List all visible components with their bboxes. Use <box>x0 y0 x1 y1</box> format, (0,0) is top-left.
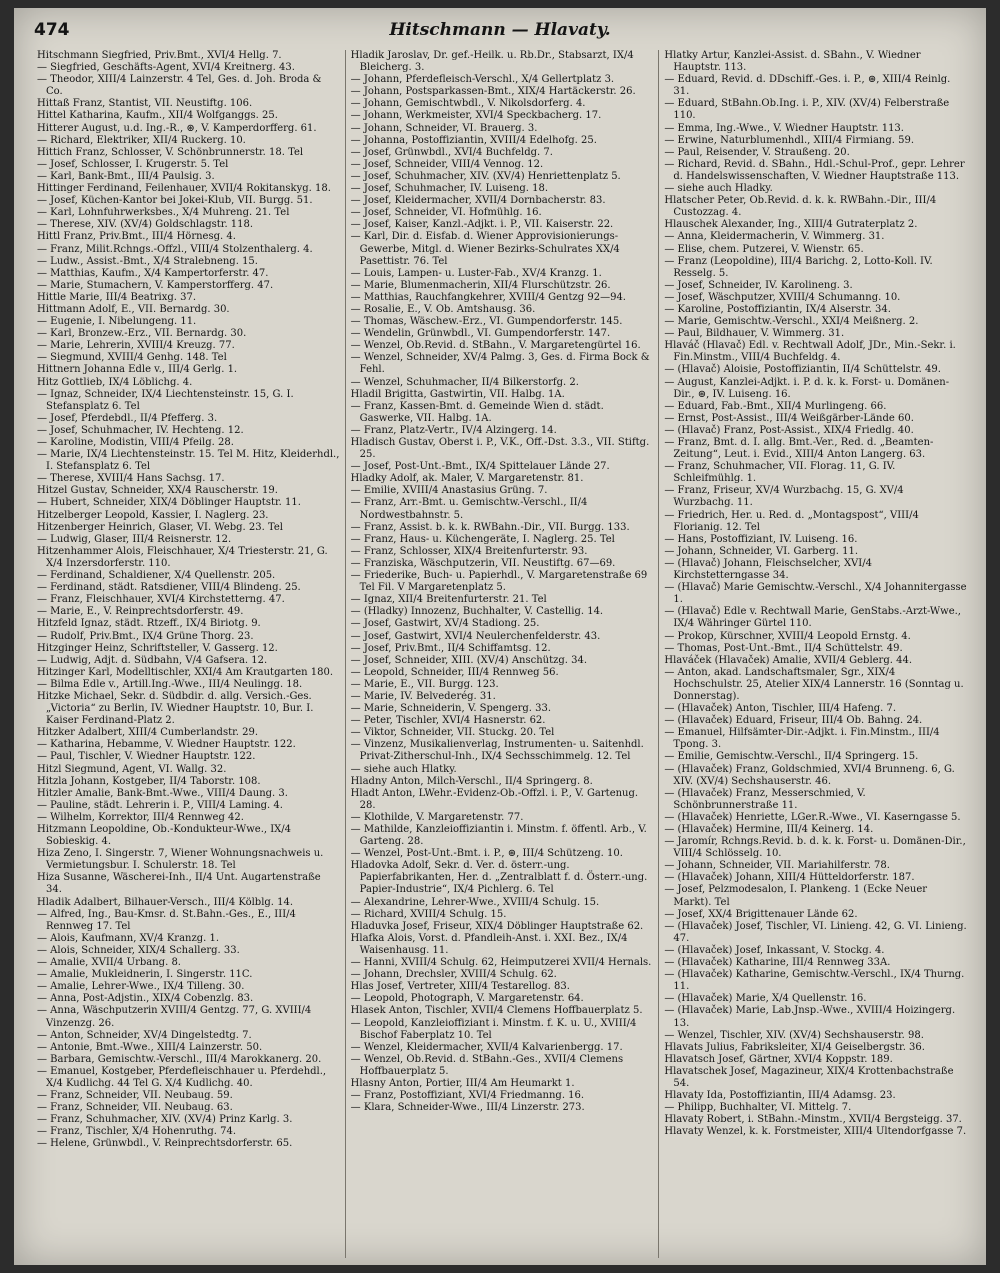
directory-entry: — Marie, E., VII. Burgg. 123. <box>350 678 499 690</box>
directory-entry: — Franz, Tischler, X/4 Hohenruthg. 74. <box>37 1126 237 1138</box>
directory-entry: — Josef, Pferdebdl., II/4 Pfefferg. 3. <box>37 412 218 424</box>
directory-entry: — Franz, Assist. b. k. k. RWBahn.-Dir., VII. Burgg. 133. <box>350 521 630 533</box>
directory-entry: Hlavaty Wenzel, k. k. Forstmeister, XIII/4 Ultendorfgasse 7. <box>664 1126 967 1138</box>
directory-entry: Hittinger Ferdinand, Feilenhauer, XVII/4 Rokitanskyg. 18. <box>37 183 331 195</box>
directory-entry: — Franz, Bmt. d. I. allg. Bmt.-Ver., Red. d. „Beamten-Zeitung“, Leut. i. Evid., XIII/4 Anton Langerg. 63. <box>664 437 934 461</box>
directory-entry: — Alois, Kaufmann, XV/4 Kranzg. 1. <box>37 932 220 944</box>
directory-entry: — Barbara, Gemischtw.-Verschl., III/4 Marokkanerg. 20. <box>37 1053 322 1065</box>
directory-entry: — Wenzel, Schneider, XV/4 Palmg. 3, Ges. d. Firma Bock & Fehl. <box>350 352 650 376</box>
directory-entry: — Franz, Schuhmacher, XIV. (XV/4) Prinz Karlg. 3. <box>37 1114 293 1126</box>
directory-entry: — Wenzel, Tischler, XIV. (XV/4) Sechshauserstr. 98. <box>664 1029 924 1041</box>
directory-entry: — Josef, Schlosser, I. Krugerstr. 5. Tel <box>37 158 229 170</box>
directory-entry: — Jaromír, Rchngs.Revid. b. d. k. k. Forst- u. Domänen-Dir., VIII/4 Schlösselg. 10. <box>664 836 966 860</box>
directory-entry: — Johann, Drechsler, XVIII/4 Schulg. 62. <box>350 969 557 981</box>
directory-entry: Hitzenhammer Alois, Fleischhauer, X/4 Triesterstr. 21, G. X/4 Inzersdorferstr. 110. <box>37 545 328 569</box>
directory-entry: Hiza Zeno, I. Singerstr. 7, Wiener Wohnungsnachweis u. Vermietungsbur. I. Schulerstr. 18. Tel <box>37 848 324 872</box>
directory-entry: — Leopold, Kanzleioffiziant i. Minstm. f. K. u. U., XVIII/4 Bischof Faberplatz 10. Tel <box>350 1017 637 1041</box>
directory-entry: — Franz, Schneider, VII. Neubaug. 63. <box>37 1102 233 1114</box>
directory-entry: — Peter, Tischler, XVI/4 Hasnerstr. 62. <box>350 715 546 727</box>
directory-entry: — Franz, Postoffiziant, XVI/4 Friedmanng. 16. <box>350 1090 585 1102</box>
directory-entry: — Amalie, XVII/4 Urbang. 8. <box>37 957 181 969</box>
directory-entry: — Amalie, Mukleidnerin, I. Singerstr. 11C. <box>37 969 253 981</box>
directory-entry: Hladik Adalbert, Bilhauer-Versch., III/4 Kölblg. 14. <box>37 896 294 908</box>
directory-entry: — Marie, IX/4 Liechtensteinstr. 15. Tel M. Hitz, Kleiderhdl., I. Stefansplatz 6. Tel <box>37 449 340 473</box>
directory-entry: — Marie, Stumachern, V. Kamperstorfferg. 47. <box>37 279 274 291</box>
directory-entry: — Marie, Gemischtw.-Verschl., XXI/4 Meißnerg. 2. <box>664 316 919 328</box>
directory-entry: Hittel Katharina, Kaufm., XII/4 Wolfganggs. 25. <box>37 110 278 122</box>
directory-entry: Hitschmann Siegfried, Priv.Bmt., XVI/4 Hellg. 7. <box>37 50 282 61</box>
directory-entry: — Franz (Leopoldine), III/4 Barichg. 2, Lotto-Koll. IV. Resselg. 5. <box>664 255 933 279</box>
directory-entry: — Anna, Post-Adjstin., XIX/4 Cobenzlg. 83. <box>37 993 254 1005</box>
directory-entry: Hlatscher Peter, Ob.Revid. d. k. k. RWBahn.-Dir., III/4 Custozzag. 4. <box>664 195 937 219</box>
directory-entry: Hitzelberger Leopold, Kassier, I. Naglerg. 23. <box>37 509 269 521</box>
directory-entry: — Johann, Schneider, VI. Garberg. 11. <box>664 545 859 557</box>
directory-entry: — Therese, XVIII/4 Hans Sachsg. 17. <box>37 473 225 485</box>
directory-entry: — Karl, Dir. d. Eisfab. d. Wiener Approvisionierungs-Gewerbe, Mitgl. d. Wiener Bezirks-Schulrates XX/4 Pasettistr. 76. Tel <box>350 231 620 267</box>
directory-entry: — Josef, Schuhmacher, IV. Luiseng. 18. <box>350 183 549 195</box>
directory-entry: Hlavaty Robert, i. StBahn.-Minstm., XVII/4 Bergsteigg. 37. <box>664 1114 962 1126</box>
directory-entry: — Emanuel, Hilfsämter-Dir.-Adjkt. i. Fin.Minstm., III/4 Tpong. 3. <box>664 727 940 751</box>
directory-entry: Hlasny Anton, Portier, III/4 Am Heumarkt 1. <box>350 1077 575 1089</box>
directory-entry: Hlasek Anton, Tischler, XVII/4 Clemens Hoffbauerplatz 5. <box>350 1005 643 1017</box>
directory-entry: Hladny Anton, Milch-Verschl., II/4 Springerg. 8. <box>350 775 593 787</box>
directory-entry: — (Hlavaček) Anton, Tischler, III/4 Hafeng. 7. <box>664 703 897 715</box>
directory-entry: — Josef, Schneider, XIII. (XV/4) Anschützg. 34. <box>350 654 588 666</box>
directory-entry: — Eduard, Fab.-Bmt., XII/4 Murlingeng. 66. <box>664 400 887 412</box>
directory-entry: Hlaváček (Hlavaček) Amalie, XVII/4 Geblerg. 44. <box>664 654 912 666</box>
directory-entry: Hittaß Franz, Stantist, VII. Neustiftg. 106. <box>37 98 253 110</box>
running-head: Hitschmann — Hlavaty. <box>389 20 611 40</box>
directory-entry: — Erwine, Naturblumenhdl., XIII/4 Firmiang. 59. <box>664 134 915 146</box>
directory-entry: — Marie, Blumenmacherin, XII/4 Flurschützstr. 26. <box>350 279 611 291</box>
directory-entry: — Josef, Grünwbdl., XVI/4 Buchfeldg. 7. <box>350 146 553 158</box>
directory-entry: — Johann, Gemischtwbdl., V. Nikolsdorferg. 4. <box>350 98 586 110</box>
directory-entry: — Therese, XIV. (XV/4) Goldschlagstr. 118. <box>37 219 254 231</box>
directory-entry: — Katharina, Hebamme, V. Wiedner Hauptstr. 122. <box>37 739 296 751</box>
directory-entry: Hladt Anton, LWehr.-Evidenz-Ob.-Offzl. i. P., V. Gartenug. 28. <box>350 787 639 811</box>
directory-entry: — (Hlavač) Edle v. Rechtwall Marie, GenStabs.-Arzt-Wwe., IX/4 Währinger Gürtel 110. <box>664 606 961 630</box>
directory-entry: — Marie, Schneiderin, V. Spengerg. 33. <box>350 703 552 715</box>
directory-entry: — siehe auch Hladky. <box>664 183 773 195</box>
directory-entry: — Josef, Post-Unt.-Bmt., IX/4 Spittelauer Lände 27. <box>350 461 610 473</box>
directory-entry: — (Hlavač) Marie Gemischtw.-Verschl., X/4 Johannitergasse 1. <box>664 582 967 606</box>
directory-entry: — Josef, Schneider, IV. Karolineng. 3. <box>664 279 853 291</box>
directory-entry: — Wenzel, Post-Unt.-Bmt. i. P., ⊛, III/4 Schützeng. 10. <box>350 848 623 860</box>
directory-entry: — Franz, Schuhmacher, VII. Florag. 11, G. IV. Schleifmühlg. 1. <box>664 461 896 485</box>
directory-entry: — Anna, Kleidermacherin, V. Wimmerg. 31. <box>664 231 885 243</box>
directory-entry: — Ignaz, XII/4 Breitenfurterstr. 21. Tel <box>350 594 547 606</box>
directory-entry: — Klothilde, V. Margaretenstr. 77. <box>350 811 524 823</box>
directory-entry: Hladovka Adolf, Sekr. d. Ver. d. österr.-ung. Papierfabrikanten, Her. d. „Zentralblatt f. d. Österr.-ung. Papier-Industrie“, IX/4 Pichlerg. 6. Tel <box>350 860 648 896</box>
directory-entry: — Matthias, Kaufm., X/4 Kampertorferstr. 47. <box>37 267 269 279</box>
directory-entry: — (Hlavaček) Hermine, III/4 Keinerg. 14. <box>664 824 874 835</box>
directory-entry: — (Hlavaček) Henriette, LGer.R.-Wwe., VI. Kaserngasse 5. <box>664 811 961 823</box>
directory-entry: Hladik Jaroslav, Dr. gef.-Heilk. u. Rb.Dr., Stabsarzt, IX/4 Bleicherg. 3. <box>350 50 634 74</box>
directory-entry: — Prokop, Kürschner, XVIII/4 Leopold Ernstg. 4. <box>664 630 911 642</box>
directory-entry: — Thomas, Wäschew.-Erz., VI. Gumpendorferstr. 145. <box>350 316 623 328</box>
directory-entry: — Karl, Lohnfuhrwerksbes., X/4 Muhreng. 21. Tel <box>37 207 290 219</box>
directory-entry: Hladuvka Josef, Friseur, XIX/4 Döblinger Hauptstraße 62. <box>350 920 644 932</box>
directory-entry: — Emanuel, Kostgeber, Pferdefleischhauer u. Pferdehdl., X/4 Kudlichg. 44 Tel G. X/4 Kudlichg. 40. <box>37 1065 327 1089</box>
directory-entry: — Wenzel, Ob.Revid. d. StBahn.-Ges., XVII/4 Clemens Hoffbauerplatz 5. <box>350 1053 624 1077</box>
directory-entry: — Franz, Schlosser, XIX/4 Breitenfurterstr. 93. <box>350 545 588 557</box>
directory-entry: — Siegmund, XVIII/4 Genhg. 148. Tel <box>37 352 227 364</box>
directory-entry: Hitzla Johann, Kostgeber, II/4 Taborstr. 108. <box>37 775 261 787</box>
directory-entry: Hiza Susanne, Wäscherei-Inh., II/4 Unt. Augartenstraße 34. <box>37 872 321 896</box>
directory-entry: — Josef, Schuhmacher, IV. Hechteng. 12. <box>37 424 244 436</box>
directory-entry: — Johanna, Postoffiziantin, XVIII/4 Edelhofg. 25. <box>350 134 597 146</box>
directory-entry: — (Hlavaček) Katharine, Gemischtw.-Verschl., IX/4 Thurng. 11. <box>664 969 965 993</box>
directory-entry: Hlavatsch Josef, Gärtner, XVI/4 Koppstr. 189. <box>664 1053 893 1065</box>
directory-entry: Hlauschek Alexander, Ing., XIII/4 Gutraterplatz 2. <box>664 219 918 231</box>
directory-entry: — Franz, Arr.-Bmt. u. Gemischtw.-Verschl., II/4 Nordwestbahnstr. 5. <box>350 497 588 521</box>
directory-entry: — Siegfried, Geschäfts-Agent, XVI/4 Kreitnerg. 43. <box>37 62 295 74</box>
column-3 <box>658 50 972 1258</box>
directory-entry: — Franz, Schneider, VII. Neubaug. 59. <box>37 1090 233 1102</box>
directory-entry: — August, Kanzlei-Adjkt. i. P. d. k. k. Forst- u. Domänen-Dir., ⊛, IV. Luiseng. 16. <box>664 376 950 400</box>
directory-entry: — siehe auch Hlatky. <box>350 763 457 775</box>
directory-entry: — Josef, Kaiser, Kanzl.-Adjkt. i. P., VII. Kaiserstr. 22. <box>350 219 614 231</box>
directory-entry: Hlatky Artur, Kanzlei-Assist. d. SBahn., V. Wiedner Hauptstr. 113. <box>664 50 921 74</box>
directory-entry: — (Hlavaček) Josef, Tischler, VI. Linieng. 42, G. VI. Linieng. 47. <box>664 920 967 944</box>
directory-entry: — Franziska, Wäschputzerin, VII. Neustiftg. 67—69. <box>350 557 616 569</box>
directory-entry: — (Hlavač) Franz, Post-Assist., XIX/4 Friedlg. 40. <box>664 424 914 436</box>
directory-entry: — Paul, Reisender, V. Straußeng. 20. <box>664 146 850 158</box>
directory-entry: Hitzl Siegmund, Agent, VI. Wallg. 32. <box>37 763 227 775</box>
directory-entry: Hittl Franz, Priv.Bmt., III/4 Hörnesg. 4. <box>37 231 236 243</box>
directory-entry: — (Hlavaček) Franz, Messerschmied, V. Schönbrunnerstraße 11. <box>664 787 866 811</box>
directory-entry: — Theodor, XIII/4 Lainzerstr. 4 Tel, Ges. d. Joh. Broda & Co. <box>37 74 322 98</box>
directory-entry: — Ignaz, Schneider, IX/4 Liechtensteinstr. 15, G. I. Stefansplatz 6. Tel <box>37 388 294 412</box>
directory-entry: — (Hlavaček) Franz, Goldschmied, XVI/4 Brunneng. 6, G. XIV. (XV/4) Sechshauserstr. 46. <box>664 763 955 787</box>
directory-entry: — Richard, Revid. d. SBahn., Hdl.-Schul-Prof., gepr. Lehrer d. Handelswissenschaften, V. Wiedner Hauptstraße 113. <box>664 158 965 182</box>
directory-entry: — Vinzenz, Musikalienverlag, Instrumenten- u. Saitenhdl. Privat-Zitherschul-Inh., IX/4 Sechsschimmelg. 12. Tel <box>350 739 644 763</box>
directory-entry: — Marie, Lehrerin, XVIII/4 Kreuzg. 77. <box>37 340 235 352</box>
directory-entry: — Anna, Wäschputzerin XVIII/4 Gentzg. 77, G. XVIII/4 Vinzenzg. 26. <box>37 1005 312 1029</box>
directory-entry: — Karl, Bronzew.-Erz., VII. Bernardg. 30. <box>37 328 247 340</box>
directory-entry: — Ludwig, Adjt. d. Südbahn, V/4 Gafsera. 12. <box>37 654 268 666</box>
directory-entry: — Thomas, Post-Unt.-Bmt., II/4 Schüttelstr. 49. <box>664 642 903 654</box>
directory-entry: Hitzinger Karl, Modelltischler, XXI/4 Am Krautgarten 180. <box>37 666 334 678</box>
directory-entry: Hladisch Gustav, Oberst i. P., V.K., Off.-Dst. 3.3., VII. Stiftg. 25. <box>350 437 650 461</box>
directory-entry: — Franz, Friseur, XV/4 Wurzbachg. 15, G. XV/4 Wurzbachg. 11. <box>664 485 904 509</box>
directory-entry: — Anton, akad. Landschaftsmaler, Sgr., XIX/4 Hochschulstr. 25, Atelier XIX/4 Lannerstr. 16 (Sonntag u. Donnerstag). <box>664 666 964 702</box>
directory-entry: Hitterer August, u.d. Ing.-R., ⊛, V. Kamperdorfferg. 61. <box>37 122 317 134</box>
directory-entry: Hladil Brigitta, Gastwirtin, VII. Halbg. 1A. <box>350 388 565 400</box>
directory-entry: Hitzler Amalie, Bank-Bmt.-Wwe., VIII/4 Daung. 3. <box>37 787 288 799</box>
directory-entry: — Franz, Haus- u. Küchengeräte, I. Naglerg. 25. Tel <box>350 533 615 545</box>
directory-entry: — Johann, Schneider, VI. Brauerg. 3. <box>350 122 538 134</box>
directory-entry: — Alfred, Ing., Bau-Kmsr. d. St.Bahn.-Ges., E., III/4 Rennweg 17. Tel <box>37 908 296 932</box>
directory-entry: — Friederike, Buch- u. Papierhdl., V. Margaretenstraße 69 Tel Fil. V Margaretenplatz 5. <box>350 570 648 594</box>
directory-entry: — Wilhelm, Korrektor, III/4 Rennweg 42. <box>37 811 244 823</box>
directory-entry: Hittich Franz, Schlosser, V. Schönbrunnerstr. 18. Tel <box>37 146 304 158</box>
directory-entry: — Karoline, Modistin, VIII/4 Pfeilg. 28. <box>37 437 234 448</box>
directory-entry: — Ferdinand, städt. Ratsdiener, VIII/4 Blindeng. 25. <box>37 582 301 594</box>
columns <box>32 50 972 1258</box>
directory-entry: — Wenzel, Schuhmacher, II/4 Bilkerstorfg. 2. <box>350 376 579 388</box>
directory-entry: — Pauline, städt. Lehrerin i. P., VIII/4 Laming. 4. <box>37 799 283 811</box>
directory-entry: — Eduard, StBahn.Ob.Ing. i. P., XIV. (XV/4) Felberstraße 110. <box>664 98 950 122</box>
directory-entry: — Viktor, Schneider, VII. Stuckg. 20. Tel <box>350 727 555 739</box>
directory-entry: — Josef, Kleidermacher, XVII/4 Dornbacherstr. 83. <box>350 195 606 207</box>
directory-entry: — Hanni, XVIII/4 Schulg. 62, Heimputzerei XVII/4 Hernals. <box>350 957 652 969</box>
column-2 <box>345 50 659 1258</box>
directory-entry: — Leopold, Schneider, III/4 Rennweg 56. <box>350 666 559 678</box>
directory-entry: Hitzel Gustav, Schneider, XX/4 Rauscherstr. 19. <box>37 485 278 497</box>
directory-entry: — Ludwig, Glaser, III/4 Reisnerstr. 12. <box>37 533 232 545</box>
directory-entry: — Rudolf, Priv.Bmt., IX/4 Grüne Thorg. 23. <box>37 630 254 642</box>
directory-entry: — Anton, Schneider, XV/4 Dingelstedtg. 7. <box>37 1029 252 1041</box>
directory-entry: — Alois, Schneider, XIX/4 Schallerg. 33. <box>37 944 240 956</box>
directory-page <box>14 8 986 1265</box>
directory-entry: Hlavats Julius, Fabriksleiter, XI/4 Geiselbergstr. 36. <box>664 1041 925 1053</box>
directory-entry: — Emma, Ing.-Wwe., V. Wiedner Hauptstr. 113. <box>664 122 904 134</box>
directory-entry: — Franz, Kassen-Bmt. d. Gemeinde Wien d. städt. Gaswerke, VII. Halbg. 1A. <box>350 400 604 424</box>
directory-entry: — Johann, Postsparkassen-Bmt., XIX/4 Hartäckerstr. 26. <box>350 86 636 98</box>
directory-entry: — Richard, XVIII/4 Schulg. 15. <box>350 908 507 920</box>
directory-entry: Hitz Gottlieb, IX/4 Löblichg. 4. <box>37 376 193 388</box>
directory-entry: — Rosalie, E., V. Ob. Amtshausg. 36. <box>350 303 536 315</box>
column-1 <box>32 50 345 1258</box>
directory-entry: — (Hlavaček) Marie, Lab.Jnsp.-Wwe., XVIII/4 Hoizingerg. 13. <box>664 1005 956 1029</box>
directory-entry: Hitzfeld Ignaz, städt. Rtzeff., IX/4 Biriotg. 9. <box>37 618 261 630</box>
directory-entry: — Louis, Lampen- u. Luster-Fab., XV/4 Kranzg. 1. <box>350 267 602 279</box>
directory-entry: — Hans, Postoffiziant, IV. Luiseng. 16. <box>664 533 858 545</box>
directory-entry: — Paul, Bildhauer, V. Wimmerg. 31. <box>664 328 845 340</box>
directory-entry: Hittle Marie, III/4 Beatrixg. 37. <box>37 291 196 303</box>
directory-entry: — Matthias, Rauchfangkehrer, XVIII/4 Gentzg 92—94. <box>350 291 626 303</box>
directory-entry: — (Hlavaček) Josef, Inkassant, V. Stockg. 4. <box>664 944 885 956</box>
directory-entry: — Josef, Gastwirt, XVI/4 Neulerchenfelderstr. 43. <box>350 630 601 642</box>
directory-entry: — Josef, Schuhmacher, XIV. (XV/4) Henriettenplatz 5. <box>350 170 621 182</box>
directory-entry: — Elise, chem. Putzerei, V. Wienstr. 65. <box>664 243 864 255</box>
directory-entry: — Franz, Fleischhauer, XVI/4 Kirchstetterng. 47. <box>37 594 285 606</box>
directory-entry: Hladky Adolf, ak. Maler, V. Margaretenstr. 81. <box>350 473 584 485</box>
directory-entry: — Emilie, XVIII/4 Anastasius Grüng. 7. <box>350 485 548 497</box>
directory-entry: — Josef, Schneider, VIII/4 Vennog. 12. <box>350 158 544 170</box>
directory-entry: — Eduard, Revid. d. DDschiff.-Ges. i. P., ⊛, XIII/4 Reinlg. 31. <box>664 74 951 98</box>
directory-entry: — Josef, Gastwirt, XV/4 Stadiong. 25. <box>350 618 540 630</box>
directory-entry: — Wenzel, Kleidermacher, XVII/4 Kalvarienbergg. 17. <box>350 1041 623 1053</box>
directory-entry: — Wenzel, Ob.Revid. d. StBahn., V. Margaretengürtel 16. <box>350 340 641 352</box>
directory-entry: — (Hladky) Innozenz, Buchhalter, V. Castellig. 14. <box>350 606 604 618</box>
directory-entry: Hitzke Michael, Sekr. d. Südbdir. d. allg. Versich.-Ges. „Victoria“ zu Berlin, IV. Wiedner Hauptstr. 10, Bur. I. Kaiser Ferdinand-Platz 2. <box>37 690 314 727</box>
directory-entry: Hlas Josef, Vertreter, XIII/4 Testarellog. 83. <box>350 981 570 993</box>
directory-entry: — Wendelin, Grünwbdl., VI. Gumpendorferstr. 147. <box>350 328 611 340</box>
directory-entry: — Josef, Küchen-Kantor bei Jokei-Klub, VII. Burgg. 51. <box>37 195 313 207</box>
directory-entry: Hlavatschek Josef, Magazineur, XIX/4 Krottenbachstraße 54. <box>664 1065 954 1089</box>
directory-entry: — Hubert, Schneider, XIX/4 Döblinger Hauptstr. 11. <box>37 497 301 509</box>
directory-entry: — Johann, Schneider, VII. Mariahilferstr. 78. <box>664 860 890 872</box>
directory-entry: Hittnern Johanna Edle v., III/4 Gerlg. 1. <box>37 364 238 376</box>
directory-entry: — Franz, Platz-Vertr., IV/4 Alzingerg. 14. <box>350 424 557 436</box>
directory-entry: — Ferdinand, Schaldiener, X/4 Quellenstr. 205. <box>37 570 276 582</box>
directory-entry: Hitzenberger Heinrich, Glaser, VI. Webg. 23. Tel <box>37 521 283 533</box>
directory-entry: — Josef, XX/4 Brigittenauer Lände 62. <box>664 908 858 920</box>
directory-entry: — Philipp, Buchhalter, VI. Mittelg. 7. <box>664 1102 852 1114</box>
directory-entry: — Josef, Pelzmodesalon, I. Plankeng. 1 (Ecke Neuer Markt). Tel <box>664 884 928 908</box>
directory-entry: — Johann, Pferdefleisch-Verschl., X/4 Gellertplatz 3. <box>350 74 615 86</box>
directory-entry: Hlafka Alois, Vorst. d. Pfandleih-Anst. i. XXI. Bez., IX/4 Waisenhausg. 11. <box>350 932 628 956</box>
directory-entry: — (Hlavaček) Johann, XIII/4 Hütteldorferstr. 187. <box>664 872 915 884</box>
directory-entry: Hittmann Adolf, E., VII. Bernardg. 30. <box>37 303 230 315</box>
directory-entry: — (Hlavaček) Eduard, Friseur, III/4 Ob. Bahng. 24. <box>664 715 923 727</box>
directory-entry: — Johann, Werkmeister, XVI/4 Speckbacherg. 17. <box>350 110 602 122</box>
directory-entry: — Bilma Edle v., Artill.Ing.-Wwe., III/4 Neulingg. 18. <box>37 678 303 690</box>
directory-entry: Hitzmann Leopoldine, Ob.-Kondukteur-Wwe., IX/4 Sobieskig. 4. <box>37 824 292 848</box>
directory-entry: — Emilie, Gemischtw.-Verschl., II/4 Springerg. 15. <box>664 751 919 763</box>
directory-entry: — Mathilde, Kanzleioffiziantin i. Minstm. f. öffentl. Arb., V. Garteng. 28. <box>350 824 647 848</box>
directory-entry: — Friedrich, Her. u. Red. d. „Montagspost“, VIII/4 Florianig. 12. Tel <box>664 509 919 533</box>
directory-entry: — (Hlavač) Aloisie, Postoffiziantin, II/4 Schüttelstr. 49. <box>664 364 941 376</box>
directory-entry: — Klara, Schneider-Wwe., III/4 Linzerstr. 273. <box>350 1102 585 1114</box>
directory-entry: — Paul, Tischler, V. Wiedner Hauptstr. 122. <box>37 751 256 763</box>
directory-entry: Hlavaty Ida, Postoffiziantin, III/4 Adamsg. 23. <box>664 1090 896 1102</box>
directory-entry: — Leopold, Photograph, V. Margaretenstr. 64. <box>350 993 584 1005</box>
directory-entry: — Richard, Elektriker, XII/4 Ruckerg. 10. <box>37 134 246 146</box>
directory-entry: — Josef, Wäschputzer, XVIII/4 Schumanng. 10. <box>664 291 901 303</box>
directory-entry: — Karl, Bank-Bmt., III/4 Paulsig. 3. <box>37 170 215 182</box>
page-number: 474 <box>34 20 70 40</box>
directory-entry: — Helene, Grünwbdl., V. Reinprechtsdorferstr. 65. <box>37 1138 293 1150</box>
directory-entry: — Karoline, Postoffiziantin, IX/4 Alserstr. 34. <box>664 303 891 315</box>
directory-entry: — Ludw., Assist.-Bmt., X/4 Stralebneng. 15. <box>37 255 258 267</box>
directory-entry: — Franz, Milit.Rchngs.-Offzl., VIII/4 Stolzenthalerg. 4. <box>37 243 313 255</box>
directory-entry: — Antonie, Bmt.-Wwe., XIII/4 Lainzerstr. 50. <box>37 1041 263 1053</box>
directory-entry: — (Hlavač) Johann, Fleischselcher, XVI/4 Kirchstetterngasse 34. <box>664 557 872 582</box>
directory-entry: — Eugenie, I. Nibelungeng. 11. <box>37 316 197 328</box>
directory-entry: Hitzginger Heinz, Schriftsteller, V. Gasserg. 12. <box>37 642 278 654</box>
directory-entry: — Josef, Priv.Bmt., II/4 Schiffamtsg. 12. <box>350 642 551 654</box>
directory-entry: — Josef, Schneider, VI. Hofmühlg. 16. <box>350 207 542 219</box>
directory-entry: Hlaváč (Hlavač) Edl. v. Rechtwall Adolf, JDr., Min.-Sekr. i. Fin.Minstm., VIII/4 Buchfeldg. 4. <box>664 340 956 364</box>
directory-entry: Hitzker Adalbert, XIII/4 Cumberlandstr. 29. <box>37 727 259 739</box>
directory-entry: — Ernst, Post-Assist., III/4 Weißgärber-Lände 60. <box>664 412 914 424</box>
directory-entry: — Marie, E., V. Reinprechtsdorferstr. 49. <box>37 606 244 618</box>
directory-entry: — (Hlavaček) Marie, X/4 Quellenstr. 16. <box>664 993 867 1005</box>
directory-entry: — Alexandrine, Lehrer-Wwe., XVIII/4 Schulg. 15. <box>350 896 600 908</box>
directory-entry: — (Hlavaček) Katharine, III/4 Rennweg 33A. <box>664 957 891 969</box>
directory-entry: — Marie, IV. Belvederég. 31. <box>350 690 496 702</box>
directory-entry: — Amalie, Lehrer-Wwe., IX/4 Tilleng. 30. <box>37 981 245 993</box>
